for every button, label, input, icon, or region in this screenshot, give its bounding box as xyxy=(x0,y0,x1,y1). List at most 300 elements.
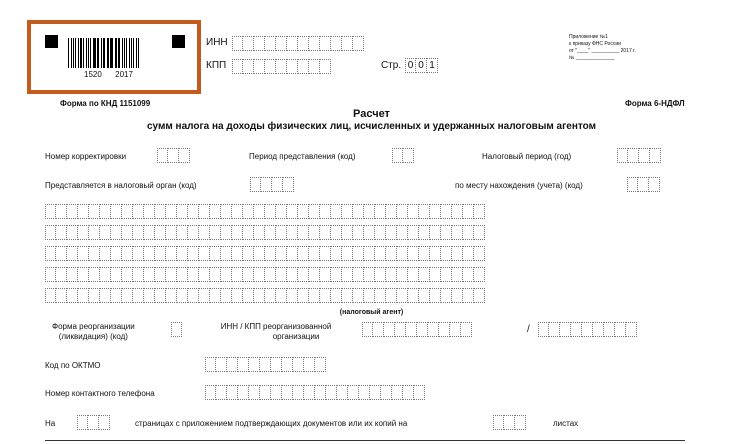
input-cell xyxy=(463,288,474,303)
input-cell xyxy=(276,267,287,282)
input-cell xyxy=(287,267,298,282)
input-cell xyxy=(493,415,504,430)
input-cell xyxy=(111,225,122,240)
input-cell xyxy=(238,385,249,400)
input-cell xyxy=(232,267,243,282)
barcode-bar xyxy=(75,38,76,68)
input-cell xyxy=(359,385,370,400)
form-title: Расчет xyxy=(353,108,390,120)
reorg-form-label xyxy=(52,322,135,342)
barcode-bar xyxy=(107,38,108,68)
input-cell xyxy=(67,267,78,282)
input-cell xyxy=(375,204,386,219)
input-cell xyxy=(408,267,419,282)
input-cell xyxy=(441,246,452,261)
input-cell xyxy=(298,267,309,282)
input-cell xyxy=(353,36,364,51)
reorg-inn-label-line: организации xyxy=(272,332,320,341)
input-cell xyxy=(210,288,221,303)
input-cell xyxy=(375,246,386,261)
input-cell xyxy=(265,204,276,219)
inn-field[interactable] xyxy=(232,36,364,51)
input-cell xyxy=(122,288,133,303)
input-cell xyxy=(171,322,182,337)
input-cell xyxy=(474,288,485,303)
tax-authority-label: Представляется в налоговый орган (код) xyxy=(45,181,197,190)
input-cell xyxy=(243,59,254,74)
input-cell xyxy=(428,322,439,337)
sheets-count-field[interactable] xyxy=(493,415,526,430)
input-cell xyxy=(331,246,342,261)
input-cell xyxy=(155,225,166,240)
input-cell xyxy=(441,267,452,282)
input-cell xyxy=(408,225,419,240)
page-digit: 0 xyxy=(416,58,427,73)
slash: / xyxy=(527,324,530,335)
input-cell xyxy=(67,204,78,219)
input-cell xyxy=(392,385,403,400)
input-cell xyxy=(205,357,216,372)
input-cell xyxy=(177,225,188,240)
input-cell xyxy=(315,385,326,400)
input-cell xyxy=(216,385,227,400)
barcode-bar xyxy=(80,38,82,68)
input-cell xyxy=(155,267,166,282)
input-cell xyxy=(265,225,276,240)
input-cell xyxy=(254,36,265,51)
barcode-bar xyxy=(131,38,132,68)
input-cell xyxy=(155,288,166,303)
input-cell xyxy=(89,225,100,240)
agent-name-row[interactable] xyxy=(45,246,485,261)
page-number-field[interactable] xyxy=(405,58,438,73)
input-cell xyxy=(133,225,144,240)
barcode-bar xyxy=(116,38,117,68)
input-cell xyxy=(243,267,254,282)
on-label: На xyxy=(45,419,56,428)
input-cell xyxy=(419,225,430,240)
input-cell xyxy=(397,267,408,282)
tax-period-field[interactable] xyxy=(617,148,661,163)
period-field[interactable] xyxy=(392,148,414,163)
pages-count-field[interactable] xyxy=(77,415,110,430)
input-cell xyxy=(67,225,78,240)
input-cell xyxy=(210,246,221,261)
barcode-bar xyxy=(111,38,112,68)
input-cell xyxy=(56,288,67,303)
input-cell xyxy=(166,246,177,261)
input-cell xyxy=(250,177,261,192)
input-cell xyxy=(168,148,179,163)
input-cell xyxy=(293,357,304,372)
input-cell xyxy=(261,177,272,192)
input-cell xyxy=(430,267,441,282)
input-cell xyxy=(265,59,276,74)
input-cell xyxy=(320,36,331,51)
input-cell xyxy=(298,246,309,261)
barcode-bar xyxy=(71,38,72,68)
input-cell xyxy=(582,322,593,337)
input-cell xyxy=(177,288,188,303)
input-cell xyxy=(626,322,637,337)
input-cell xyxy=(78,204,89,219)
agent-name-row[interactable] xyxy=(45,204,485,219)
input-cell xyxy=(298,36,309,51)
tax-period-label: Налоговый период (год) xyxy=(482,152,572,161)
barcode-bar xyxy=(90,38,91,68)
input-cell xyxy=(111,246,122,261)
oktmo-label: Код по ОКТМО xyxy=(45,361,101,370)
barcode-bar xyxy=(101,38,102,68)
input-cell xyxy=(111,267,122,282)
barcode-bar xyxy=(118,38,120,68)
input-cell xyxy=(188,246,199,261)
reorg-form-label-line: (ликвидация) (код) xyxy=(58,332,128,341)
barcode-bar xyxy=(103,38,104,68)
appendix-line: от "____" __________ 2017 г. xyxy=(569,48,636,54)
input-cell xyxy=(276,225,287,240)
input-cell xyxy=(221,204,232,219)
input-cell xyxy=(304,357,315,372)
appendix-line: Приложение №1 xyxy=(569,34,608,40)
input-cell xyxy=(419,246,430,261)
barcode-bar xyxy=(136,38,137,68)
input-cell xyxy=(452,267,463,282)
input-cell xyxy=(452,204,463,219)
input-cell xyxy=(78,246,89,261)
barcode-number: 1520 2017 xyxy=(84,70,133,79)
barcode-bar xyxy=(97,38,99,68)
input-cell xyxy=(100,246,111,261)
input-cell xyxy=(232,288,243,303)
input-cell xyxy=(615,322,626,337)
input-cell xyxy=(67,246,78,261)
input-cell xyxy=(166,225,177,240)
input-cell xyxy=(364,267,375,282)
agent-name-row[interactable] xyxy=(45,225,485,240)
input-cell xyxy=(144,267,155,282)
input-cell xyxy=(287,288,298,303)
input-cell xyxy=(474,225,485,240)
reorg-inn-field[interactable] xyxy=(362,322,472,337)
input-cell xyxy=(166,267,177,282)
input-cell xyxy=(452,225,463,240)
input-cell xyxy=(78,225,89,240)
input-cell xyxy=(45,225,56,240)
input-cell xyxy=(375,288,386,303)
input-cell xyxy=(571,322,582,337)
location-label: по месту нахождения (учета) (код) xyxy=(455,181,583,190)
input-cell xyxy=(287,204,298,219)
input-cell xyxy=(188,288,199,303)
input-cell xyxy=(439,322,450,337)
input-cell xyxy=(100,204,111,219)
input-cell xyxy=(199,288,210,303)
barcode-bar xyxy=(126,38,127,68)
input-cell xyxy=(122,225,133,240)
input-cell xyxy=(320,59,331,74)
input-cell xyxy=(362,322,373,337)
input-cell xyxy=(144,288,155,303)
correction-field[interactable] xyxy=(157,148,190,163)
input-cell xyxy=(450,322,461,337)
input-cell xyxy=(56,246,67,261)
barcode-bar xyxy=(88,38,89,68)
barcode-bar xyxy=(68,38,69,68)
input-cell xyxy=(133,267,144,282)
input-cell xyxy=(45,246,56,261)
input-cell xyxy=(133,288,144,303)
barcode-bar xyxy=(129,38,130,68)
input-cell xyxy=(157,148,168,163)
location-field[interactable] xyxy=(627,177,660,192)
input-cell xyxy=(232,59,243,74)
input-cell xyxy=(461,322,472,337)
input-cell xyxy=(89,204,100,219)
input-cell xyxy=(353,225,364,240)
input-cell xyxy=(265,267,276,282)
input-cell xyxy=(406,322,417,337)
input-cell xyxy=(254,267,265,282)
reorg-kpp-field[interactable] xyxy=(538,322,637,337)
kpp-label: КПП xyxy=(206,60,227,71)
input-cell xyxy=(364,288,375,303)
barcode-bar xyxy=(133,38,134,68)
input-cell xyxy=(260,357,271,372)
input-cell xyxy=(287,36,298,51)
input-cell xyxy=(243,36,254,51)
input-cell xyxy=(283,177,294,192)
input-cell xyxy=(353,267,364,282)
input-cell xyxy=(342,225,353,240)
input-cell xyxy=(430,225,441,240)
barcode-bar xyxy=(138,38,139,68)
barcode-bar xyxy=(73,38,74,68)
input-cell xyxy=(99,415,110,430)
input-cell xyxy=(549,322,560,337)
knd-code: Форма по КНД 1151099 xyxy=(60,99,151,108)
inn-label: ИНН xyxy=(206,37,228,48)
page-label: Стр. xyxy=(381,60,402,71)
input-cell xyxy=(430,204,441,219)
input-cell xyxy=(88,415,99,430)
input-cell xyxy=(265,36,276,51)
input-cell xyxy=(463,267,474,282)
bottom-divider xyxy=(45,440,685,441)
input-cell xyxy=(282,385,293,400)
barcode-bar xyxy=(110,38,111,68)
input-cell xyxy=(210,225,221,240)
input-cell xyxy=(504,415,515,430)
input-cell xyxy=(144,225,155,240)
input-cell xyxy=(298,225,309,240)
input-cell xyxy=(353,246,364,261)
input-cell xyxy=(78,267,89,282)
input-cell xyxy=(232,225,243,240)
input-cell xyxy=(342,246,353,261)
input-cell xyxy=(249,357,260,372)
input-cell xyxy=(238,357,249,372)
input-cell xyxy=(627,177,638,192)
input-cell xyxy=(370,385,381,400)
input-cell xyxy=(221,246,232,261)
input-cell xyxy=(272,177,283,192)
barcode-bar xyxy=(104,38,105,68)
input-cell xyxy=(331,36,342,51)
input-cell xyxy=(315,357,326,372)
input-cell xyxy=(282,357,293,372)
input-cell xyxy=(265,288,276,303)
input-cell xyxy=(331,204,342,219)
input-cell xyxy=(232,36,243,51)
input-cell xyxy=(210,204,221,219)
barcode-bar xyxy=(124,38,125,68)
sheets-label: листах xyxy=(553,419,579,428)
input-cell xyxy=(287,225,298,240)
input-cell xyxy=(639,148,650,163)
input-cell xyxy=(593,322,604,337)
input-cell xyxy=(177,204,188,219)
input-cell xyxy=(474,267,485,282)
input-cell xyxy=(375,267,386,282)
input-cell xyxy=(452,288,463,303)
page-digit: 0 xyxy=(405,58,416,73)
barcode-bar xyxy=(83,38,84,68)
input-cell xyxy=(254,246,265,261)
input-cell xyxy=(348,385,359,400)
input-cell xyxy=(386,225,397,240)
input-cell xyxy=(133,246,144,261)
input-cell xyxy=(188,204,199,219)
form-code: Форма 6-НДФЛ xyxy=(625,99,685,108)
input-cell xyxy=(243,225,254,240)
agent-caption: (налоговый агент) xyxy=(339,309,404,316)
input-cell xyxy=(179,148,190,163)
input-cell xyxy=(155,204,166,219)
input-cell xyxy=(397,288,408,303)
input-cell xyxy=(604,322,615,337)
barcode-marker-left xyxy=(45,35,58,48)
input-cell xyxy=(342,36,353,51)
input-cell xyxy=(155,246,166,261)
input-cell xyxy=(221,267,232,282)
input-cell xyxy=(298,59,309,74)
input-cell xyxy=(100,288,111,303)
input-cell xyxy=(392,148,403,163)
input-cell xyxy=(287,59,298,74)
input-cell xyxy=(617,148,628,163)
input-cell xyxy=(309,36,320,51)
barcode-bar xyxy=(115,38,116,68)
input-cell xyxy=(56,267,67,282)
input-cell xyxy=(331,225,342,240)
agent-name-row[interactable] xyxy=(45,267,485,282)
input-cell xyxy=(386,246,397,261)
barcode-bar xyxy=(94,38,95,68)
input-cell xyxy=(45,267,56,282)
input-cell xyxy=(408,288,419,303)
input-cell xyxy=(638,177,649,192)
input-cell xyxy=(45,204,56,219)
input-cell xyxy=(232,204,243,219)
pages-text: страницах с приложением подтверждающих документов или их копий на xyxy=(135,419,408,428)
input-cell xyxy=(441,204,452,219)
input-cell xyxy=(293,385,304,400)
input-cell xyxy=(232,246,243,261)
input-cell xyxy=(353,288,364,303)
input-cell xyxy=(560,322,571,337)
input-cell xyxy=(649,177,660,192)
tax-authority-field[interactable] xyxy=(250,177,294,192)
input-cell xyxy=(309,204,320,219)
appendix-line: № ______________ xyxy=(569,55,615,61)
input-cell xyxy=(309,288,320,303)
input-cell xyxy=(89,246,100,261)
barcode-bar xyxy=(78,38,79,68)
input-cell xyxy=(326,385,337,400)
form-subtitle: сумм налога на доходы физических лиц, исчисленных и удержанных налоговым агентом xyxy=(146,121,597,132)
input-cell xyxy=(386,288,397,303)
input-cell xyxy=(260,385,271,400)
input-cell xyxy=(265,246,276,261)
input-cell xyxy=(463,246,474,261)
input-cell xyxy=(111,204,122,219)
input-cell xyxy=(320,246,331,261)
input-cell xyxy=(166,288,177,303)
phone-label: Номер контактного телефона xyxy=(45,389,155,398)
input-cell xyxy=(320,225,331,240)
input-cell xyxy=(386,204,397,219)
agent-name-row[interactable] xyxy=(45,288,485,303)
input-cell xyxy=(216,357,227,372)
oktmo-field[interactable] xyxy=(205,357,326,372)
input-cell xyxy=(111,288,122,303)
input-cell xyxy=(89,267,100,282)
input-cell xyxy=(166,204,177,219)
phone-field[interactable] xyxy=(205,385,425,400)
input-cell xyxy=(408,204,419,219)
input-cell xyxy=(320,267,331,282)
input-cell xyxy=(474,246,485,261)
input-cell xyxy=(395,322,406,337)
input-cell xyxy=(199,267,210,282)
input-cell xyxy=(298,204,309,219)
input-cell xyxy=(254,288,265,303)
input-cell xyxy=(243,246,254,261)
input-cell xyxy=(320,204,331,219)
input-cell xyxy=(122,267,133,282)
reorg-form-field[interactable] xyxy=(171,322,182,337)
input-cell xyxy=(276,59,287,74)
input-cell xyxy=(221,288,232,303)
input-cell xyxy=(243,204,254,219)
input-cell xyxy=(381,385,392,400)
input-cell xyxy=(122,246,133,261)
input-cell xyxy=(249,385,260,400)
input-cell xyxy=(199,225,210,240)
input-cell xyxy=(408,246,419,261)
input-cell xyxy=(403,385,414,400)
input-cell xyxy=(56,225,67,240)
input-cell xyxy=(364,246,375,261)
input-cell xyxy=(287,246,298,261)
input-cell xyxy=(276,288,287,303)
barcode-bar xyxy=(93,38,94,68)
input-cell xyxy=(309,267,320,282)
input-cell xyxy=(538,322,549,337)
input-cell xyxy=(199,246,210,261)
kpp-field[interactable] xyxy=(232,59,331,74)
